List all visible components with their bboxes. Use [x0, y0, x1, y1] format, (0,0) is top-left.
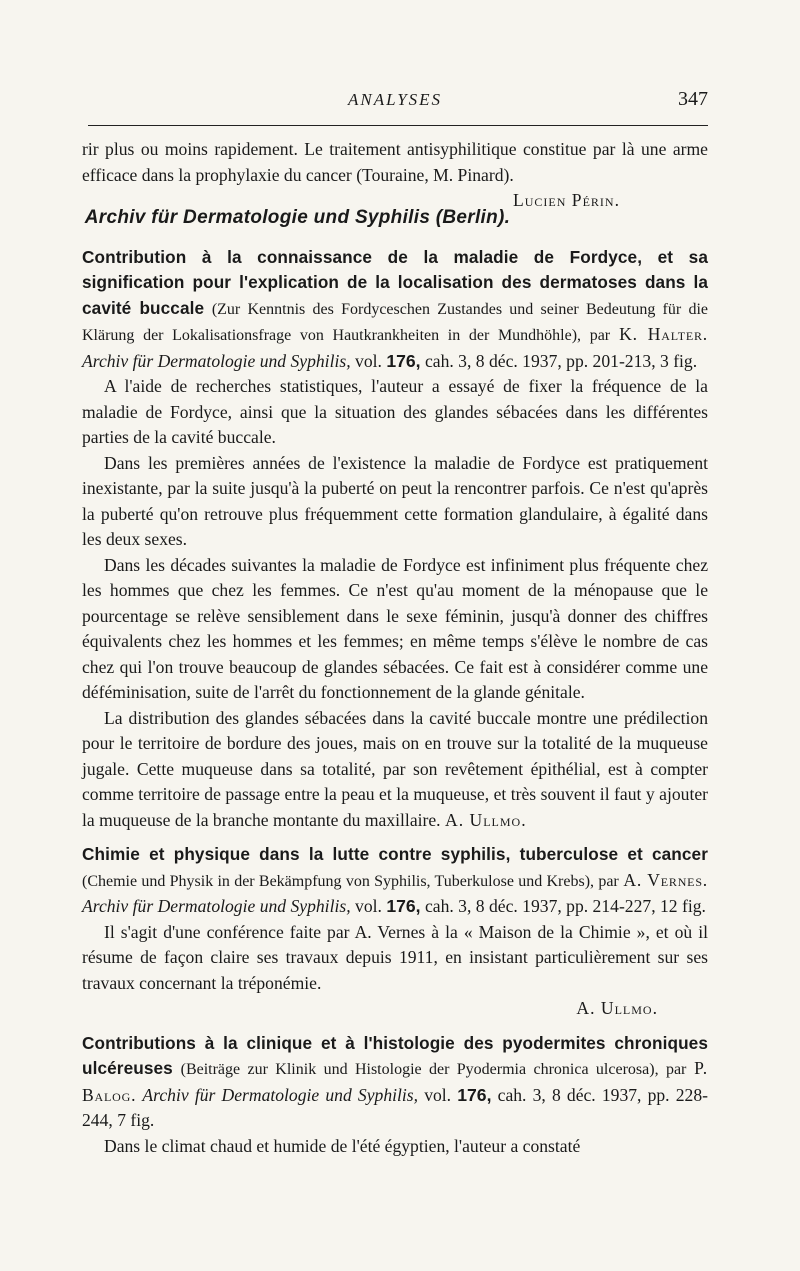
- entry-fordyce: [82, 245, 708, 834]
- page-content: [82, 137, 708, 1159]
- entry-volume: 176,: [386, 350, 421, 371]
- entry-reference: [82, 245, 708, 375]
- entry-paragraph: Dans le climat chaud et humide de l'été égyptien, l'auteur a constaté: [104, 1135, 581, 1156]
- entry-signature-row: [82, 996, 708, 1022]
- entry-chimie: [82, 842, 708, 1022]
- entry-vol-label: vol.: [355, 350, 382, 371]
- entry-vol-label: vol.: [355, 896, 382, 916]
- entry-signature: A. Ullmo.: [445, 809, 527, 830]
- entry-pyodermites: [82, 1031, 708, 1160]
- running-title: ANALYSES: [347, 90, 443, 109]
- entry-paragraph: Dans les décades suivantes la maladie de Fordyce est infiniment plus fréquente chez les hommes que chez les femmes. Ce n'est qu'au moment de la ménopause que le pourcentage se relève sensiblement dans le sexe féminin, jusqu'à donner des chiffres équivalents chez les hommes et les femmes; en même temps s'élève le nombre de cas chez qui l'on trouve beaucoup de glandes sébacées. Ce fait est à considérer comme une déféminisation, suite de l'arrêt du fonctionnement de la glande génitale.: [82, 554, 708, 702]
- entry-author: P. Balog.: [82, 1058, 708, 1105]
- entry-journal: Archiv für Dermatologie und Syphilis,: [82, 350, 351, 371]
- entry-journal: Archiv für Dermatologie und Syphilis,: [142, 1084, 419, 1105]
- entry-title: Chimie et physique dans la lutte contre syphilis, tuberculose et cancer: [82, 844, 708, 864]
- entry-author: K. Halter.: [619, 324, 708, 344]
- entry-volume: 176,: [457, 1084, 492, 1105]
- entry-author: A. Vernes.: [623, 869, 708, 890]
- entry-journal: Archiv für Dermatologie und Syphilis,: [82, 896, 351, 916]
- entry-german-title: (Beiträge zur Klinik und Histologie der Pyodermia chronica ulcerosa), par: [180, 1061, 687, 1078]
- journal-title: Archiv für Dermatologie und Syphilis (Berlin).: [84, 207, 511, 228]
- entry-german-title: (Chemie und Physik in der Bekämpfung von Syphilis, Tuberkulose und Krebs), par: [82, 872, 619, 890]
- header-rule: [88, 125, 708, 126]
- entry-paragraph: A l'aide de recherches statistiques, l'auteur a essayé de fixer la fréquence de la maladie de Fordyce, ainsi que la situation des glandes sébacées dans les différentes parties de la cavité buccale.: [82, 376, 708, 447]
- intro-signature: Lucien Périn.: [513, 190, 620, 210]
- entry-volume: 176,: [386, 896, 421, 916]
- running-header: [82, 88, 708, 122]
- entry-vol-label: vol.: [424, 1084, 452, 1105]
- entry-reference: [82, 1031, 708, 1134]
- entry-signature: A. Ullmo.: [576, 998, 658, 1018]
- entry-paragraph: Il s'agit d'une conférence faite par A. Vernes à la « Maison de la Chimie », et où il résume de façon claire ses travaux depuis 1911, en insistant particulièrement sur ses travaux concernant la tréponémie.: [82, 921, 708, 993]
- page-number: 347: [678, 88, 708, 110]
- entry-title: Contribution à la connaissance de la maladie de Fordyce, et sa signification pour l'explication de la localisation des dermatoses dans la cavité buccale: [82, 246, 708, 318]
- intro-text: rir plus ou moins rapidement. Le traitement antisyphilitique constitue par là une arme efficace dans la prophylaxie du cancer (Touraine, M. Pinard).: [82, 139, 708, 185]
- entry-details: cah. 3, 8 déc. 1937, pp. 228-244, 7 fig.: [82, 1084, 708, 1130]
- entry-title: Contributions à la clinique et à l'histologie des pyodermites chroniques ulcéreuses: [82, 1032, 708, 1078]
- entry-paragraph-text: La distribution des glandes sébacées dans la cavité buccale montre une prédilection pour le territoire de bordure des joues, mais on en trouve sur la totalité de la muqueuse jugale. Cette muqueuse dans sa totalité, par son revêtement épithélial, est à compter comme territoire de passage entre la peau et la muqueuse, et très souvent il faut y ajouter la muqueuse de la branche montante du maxillaire.: [82, 707, 708, 830]
- entry-reference: [82, 842, 708, 920]
- entry-paragraph: Dans les premières années de l'existence la maladie de Fordyce est pratiquement inexistante, par la suite jusqu'à la puberté on peut la rencontrer parfois. Ce n'est qu'après la puberté qu'on retrouve plus fréquemment cette formation glandulaire, à égalité dans les deux sexes.: [82, 452, 708, 549]
- entry-german-title: (Zur Kenntnis des Fordyceschen Zustandes und seiner Bedeutung für die Klärung der Lokalisationsfrage von Hautkrankheiten in der Mundhöhle), par: [82, 300, 709, 344]
- entry-paragraph-last: [82, 706, 708, 834]
- entry-details: cah. 3, 8 déc. 1937, pp. 201-213, 3 fig.: [424, 350, 698, 371]
- entry-details: cah. 3, 8 déc. 1937, pp. 214-227, 12 fig.: [424, 896, 706, 916]
- intro-paragraph: [82, 137, 708, 210]
